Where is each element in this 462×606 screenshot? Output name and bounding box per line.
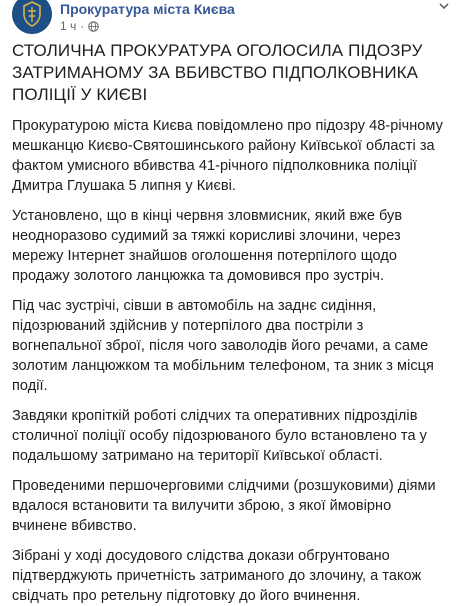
post-paragraph: Прокуратурою міста Києва повідомлено про підозру 48-річному мешканцю Києво-Святошинського району Київської області за фактом умисного вбивства 41-річного підполковника поліції Дмитра Глушака 5 липня у Києві. xyxy=(12,118,443,194)
post-timestamp[interactable]: 1 ч xyxy=(60,19,77,33)
post-paragraph: Під час зустрічі, сівши в автомобіль на заднє сидіння, підозрюваний здійснив у потерпілого два постріли з вогнепальної зброї, після чого заволодів його речами, а саме золотим ланцюжком та мобільним телефоном, та зник з місця події. xyxy=(12,298,434,394)
separator-dot: · xyxy=(80,19,85,33)
post-paragraph: Зібрані у ході досудового слідства докази обгрунтовано підтверджують причетність затриманого до злочину, а також свідчать про ретельну підготовку до його вчинення. xyxy=(12,548,422,604)
post-paragraph: Проведеними першочерговими слідчими (розшуковими) діями вдалося встановити та вилучити зброю, з якої ймовірно вчинене вбивство. xyxy=(12,478,436,534)
post-body xyxy=(12,40,448,606)
post-headline: СТОЛИЧНА ПРОКУРАТУРА ОГОЛОСИЛА ПІДОЗРУ ЗАТРИМАНОМУ ЗА ВБИВСТВО ПІДПОЛКОВНИКА ПОЛІЦІЇ У КИЄВІ xyxy=(12,41,423,104)
chevron-down-icon[interactable] xyxy=(438,0,450,12)
post-meta xyxy=(60,0,235,34)
page-avatar[interactable] xyxy=(12,0,52,34)
prosecutor-emblem-icon xyxy=(12,0,52,34)
page-name-link[interactable]: Прокуратура міста Києва xyxy=(60,1,235,17)
globe-icon xyxy=(88,21,99,32)
post-header xyxy=(12,0,448,40)
post-time-row xyxy=(60,18,235,34)
post-paragraph: Установлено, що в кінці червня зловмисник, який вже був неодноразово судимий за тяжкі корисливі злочини, через мережу Інтернет знайшов оголошення потерпілого щодо продажу золотого ланцюжка та домовився про зустріч. xyxy=(12,208,403,284)
post-paragraph: Завдяки кропіткій роботі слідчих та оперативних підрозділів столичної поліції особу підозрюваного було встановлено та у подальшому затримано на території Київської області. xyxy=(12,408,427,464)
